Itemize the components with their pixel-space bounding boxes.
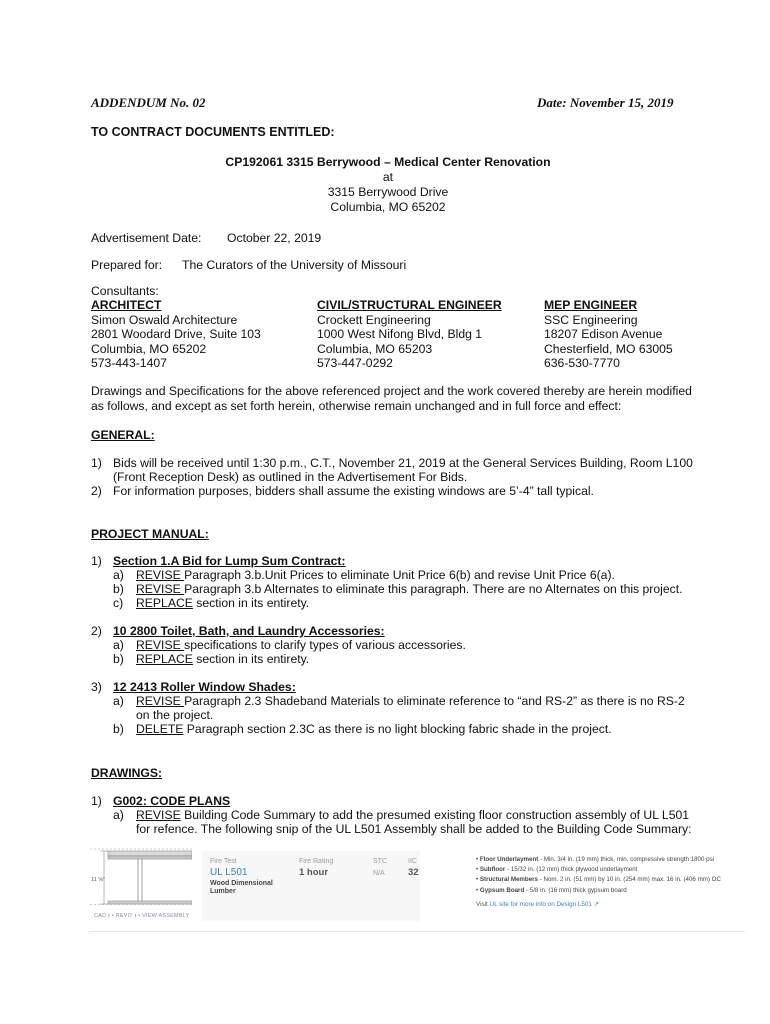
stc-value: N/A [373,870,385,877]
iic-label: IIC [408,858,417,865]
spec-item: • Subfloor - 15/32 in. (12 mm) thick plywood underlayment [476,866,638,874]
replace-action: REPLACE [136,596,193,610]
fire-rating-label: Fire Rating [299,858,334,865]
external-link-icon[interactable]: ↗ [593,901,599,908]
visit-prefix: Visit [476,901,490,908]
fire-rating-value: 1 hour [299,867,329,878]
spec-name: Subfloor [479,866,506,874]
intro-line1: Drawings and Specifications for the above referenced project and the work covered thereby are herein modified [91,384,692,398]
drawing1-number: 1) [91,794,102,808]
ul-l501-snippet [90,845,745,932]
spec-item: • Gypsum Board - 5/8 in. (16 mm) thick gypsum board [476,886,627,894]
architect-line: 573-443-1407 [91,356,167,371]
section1-number: 1) [91,554,102,568]
item-text: section in its entirety. [192,596,310,610]
project-manual-heading: PROJECT MANUAL: [91,527,209,541]
section2-title: 10 2800 Toilet, Bath, and Laundry Accessories: [113,624,385,638]
intro-line2: as follows, and except as set forth herein, otherwise remain unchanged and in full force and effect: [91,399,622,413]
fire-test-label: Fire Test [210,858,237,865]
ul-site-visit [476,901,599,909]
cad-revit-links[interactable]: CAD ⭳ • REVIT ⭳ • VIEW ASSEMBLY [94,913,190,919]
drawing1-a-item-cont: for refence. The following snip of the UL L501 Assembly shall be added to the Building Code Summary: [136,822,692,836]
ul-site-link[interactable]: UL site for more info on Design L501 [489,901,592,908]
spec-name: Gypsum Board [479,886,525,894]
civil-line: 573-447-0292 [317,356,393,371]
section3-a-item [136,694,685,710]
consultants-label: Consultants: [91,284,159,298]
revise-action: REVISE [136,638,185,652]
mep-block [544,298,673,371]
section3-a-item-cont: on the project. [136,708,214,722]
advertisement-label: Advertisement Date: [91,231,202,245]
architect-line: Columbia, MO 65202 [91,341,207,356]
project-address-line2: Columbia, MO 65202 [330,200,446,214]
assembly-name-line2: Lumber [210,888,236,895]
mep-heading: MEP ENGINEER [544,298,638,312]
section3-b-letter: b) [113,722,124,736]
section3-a-letter: a) [113,694,124,708]
item-text: Paragraph 3.b Alternates to eliminate this paragraph. There are no Alternates on this project. [184,582,683,596]
project-title: CP192061 3315 Berrywood – Medical Center Renovation [225,155,551,169]
section1-c-item [136,596,309,612]
replace-action: REPLACE [136,652,193,666]
item-text: specifications to clarify types of various accessories. [184,638,466,652]
spec-text: - Min. 3/4 in. (19 mm) thick, min. compressive strength 1800 psi [538,856,715,863]
architect-line: 2801 Woodard Drive, Suite 103 [91,327,261,342]
assembly-name-line1: Wood Dimensional [210,880,273,887]
mep-line: 18207 Edison Avenue [544,327,663,342]
revise-action: REVISE [136,568,185,582]
item-text: Paragraph section 2.3C as there is no light blocking fabric shade in the project. [183,722,612,736]
section1-title: Section 1.A Bid for Lump Sum Contract: [113,554,346,568]
civil-line: Columbia, MO 65203 [317,341,433,356]
spec-item: • Structural Members - Nom. 2 in. (51 mm) by 10 in. (254 mm) max. 16 in. (406 mm) OC [476,876,721,884]
architect-line: Simon Oswald Architecture [91,312,238,327]
section2-b-letter: b) [113,652,124,666]
fire-test-link[interactable]: UL L501 [210,867,248,878]
stc-label: STC [373,858,387,865]
item-text: Paragraph 3.b.Unit Prices to eliminate Unit Price 6(b) and revise Unit Price 6(a). [184,568,615,582]
general-item2-line1: For information purposes, bidders shall assume the existing windows are 5’-4” tall typical. [113,484,594,498]
revise-action: REVISE [136,808,181,822]
section2-a-letter: a) [113,638,124,652]
iic-value: 32 [408,867,419,878]
general-item1-line1: Bids will be received until 1:30 p.m., C.T., November 21, 2019 at the General Services Building, Room L100 [113,456,693,470]
civil-block [317,298,502,371]
item-text: Building Code Summary to add the presumed existing floor construction assembly of UL L501 [180,808,690,822]
mep-line: SSC Engineering [544,312,638,327]
item-text: section in its entirety. [192,652,310,666]
section3-title: 12 2413 Roller Window Shades: [113,680,296,694]
project-address-line1: 3315 Berrywood Drive [327,185,449,199]
section3-number: 3) [91,680,102,694]
dimension-label: 11 ⅝" [91,877,105,883]
section2-b-item [136,652,309,668]
section2-number: 2) [91,624,102,638]
section3-b-item [136,722,612,738]
general-item2-number: 2) [91,484,102,498]
spec-item: • Floor Underlayment - Min. 3/4 in. (19 mm) thick, min. compressive strength 1800 psi [476,856,715,863]
revise-action: REVISE [136,694,185,708]
mep-line: Chesterfield, MO 63005 [544,341,673,356]
assembly-section-graphic [90,845,192,905]
spec-text: - 5/8 in. (16 mm) thick gypsum board [524,886,627,894]
general-item1-number: 1) [91,456,102,470]
spec-text: - Nom. 2 in. (51 mm) by 10 in. (254 mm) max. 16 in. (406 mm) OC [538,876,721,884]
civil-line: 1000 West Nifong Blvd, Bldg 1 [317,327,483,342]
mep-line: 636-530-7770 [544,356,620,371]
spec-text: - 15/32 in. (12 mm) thick plywood underlayment [505,866,638,874]
prepared-value: The Curators of the University of Missouri [182,258,407,272]
general-heading: GENERAL: [91,428,155,442]
civil-line: Crockett Engineering [317,312,431,327]
drawing1-title: G002: CODE PLANS [113,794,231,808]
architect-heading: ARCHITECT [91,298,162,312]
architect-block [91,298,261,371]
project-at: at [382,170,394,184]
advertisement-date: October 22, 2019 [227,231,322,245]
civil-heading: CIVIL/STRUCTURAL ENGINEER [317,298,502,312]
addendum-number: ADDENDUM No. 02 [91,95,206,110]
section1-a-letter: a) [113,568,124,582]
spec-name: Structural Members [479,876,539,884]
contract-heading: TO CONTRACT DOCUMENTS ENTITLED: [91,125,335,139]
addendum-date: Date: November 15, 2019 [537,95,674,110]
section1-c-letter: c) [113,596,124,610]
drawings-heading: DRAWINGS: [91,766,163,780]
assembly-specs-list [476,855,721,896]
item-text: Paragraph 2.3 Shadeband Materials to eliminate reference to “and RS-2” as there is no RS-2 [184,694,685,708]
prepared-label: Prepared for: [91,258,163,272]
drawing1-a-letter: a) [113,808,124,822]
revise-action: REVISE [136,582,185,596]
spec-name: Floor Underlayment [479,856,539,863]
general-item1-line2: (Front Reception Desk) as outlined in the Advertisement For Bids. [113,470,468,484]
delete-action: DELETE [136,722,184,736]
section1-b-letter: b) [113,582,124,596]
